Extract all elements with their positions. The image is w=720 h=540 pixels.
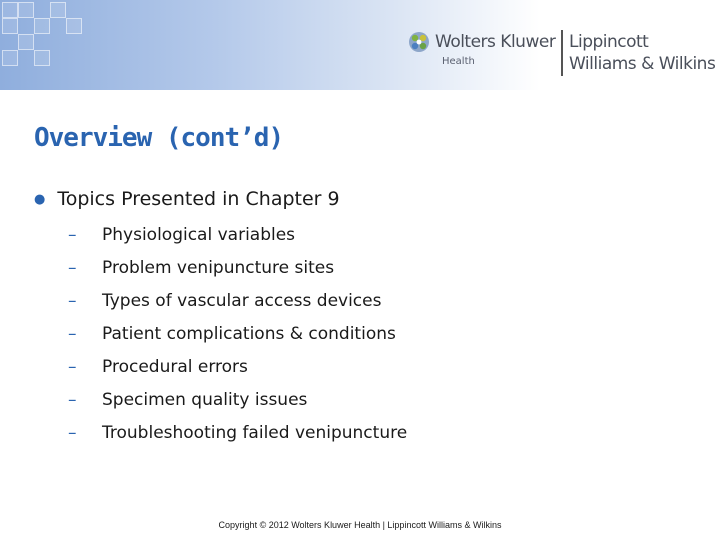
decorative-squares	[0, 0, 120, 90]
list-item-text: Types of vascular access devices	[102, 291, 382, 311]
list-item	[68, 389, 407, 422]
list-item-text: Problem venipuncture sites	[102, 258, 335, 278]
list-item	[68, 224, 407, 257]
logo-divider	[561, 30, 563, 76]
logo-partner-line1: Lippincott	[569, 32, 649, 52]
logo-partner-line2: Williams & Wilkins	[569, 54, 716, 74]
list-item	[68, 323, 407, 356]
logo-sub-text: Health	[442, 56, 475, 67]
publisher-logo	[408, 28, 718, 78]
main-bullet-text: Topics Presented in Chapter 9	[57, 188, 340, 210]
sub-bullet-list	[68, 224, 407, 455]
slide-title: Overview (cont’d)	[34, 123, 284, 153]
list-item-text: Physiological variables	[102, 225, 296, 245]
header-band	[0, 0, 720, 90]
dash-icon: –	[68, 423, 77, 443]
globe-icon	[408, 31, 430, 53]
dash-icon: –	[68, 390, 77, 410]
main-bullet	[34, 188, 340, 210]
dash-icon: –	[68, 324, 77, 344]
list-item-text: Procedural errors	[102, 357, 248, 377]
copyright-footer: Copyright © 2012 Wolters Kluwer Health | Lippincott Williams & Wilkins	[218, 520, 502, 530]
list-item	[68, 356, 407, 389]
list-item-text: Patient complications & conditions	[102, 324, 396, 344]
logo-primary-text: Wolters Kluwer	[435, 32, 556, 52]
bullet-dot-icon: ●	[34, 192, 46, 207]
dash-icon: –	[68, 291, 77, 311]
list-item-text: Troubleshooting failed venipuncture	[102, 423, 408, 443]
dash-icon: –	[68, 225, 77, 245]
dash-icon: –	[68, 258, 77, 278]
dash-icon: –	[68, 357, 77, 377]
list-item	[68, 257, 407, 290]
list-item-text: Specimen quality issues	[102, 390, 308, 410]
list-item	[68, 422, 407, 455]
list-item	[68, 290, 407, 323]
